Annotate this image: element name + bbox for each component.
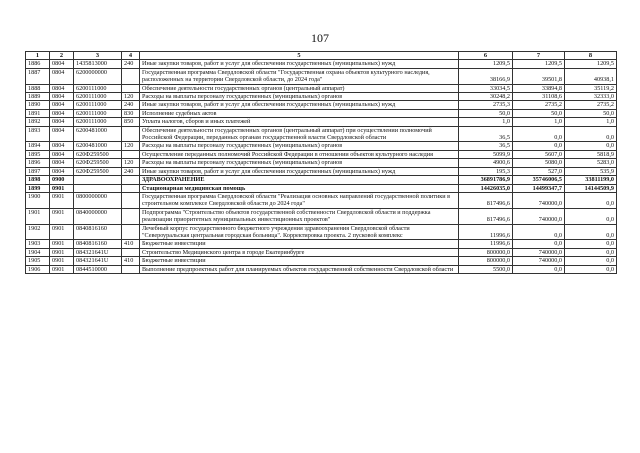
row-number-cell: 1904 [26, 248, 50, 256]
amount-col7-cell: 31108,6 [513, 93, 565, 101]
amount-col6-cell: 33034,5 [459, 84, 513, 92]
target-article-cell: 0844510000 [74, 265, 122, 273]
section-code-cell: 0804 [50, 150, 74, 158]
amount-col6-cell: 50,0 [459, 109, 513, 117]
table-row [26, 142, 617, 150]
target-article-cell: 084321641U [74, 257, 122, 265]
expense-type-cell [122, 192, 140, 208]
amount-col8-cell: 14144509,9 [565, 184, 617, 192]
item-name-cell: Обеспечение деятельности государственных органов (центральный аппарат) при осуществлении полномочий Российской Федерации, переданных органам государственной власти Свердловской области [140, 126, 459, 142]
amount-col8-cell: 33811199,0 [565, 176, 617, 184]
target-article-cell: 6200111000 [74, 118, 122, 126]
row-number-cell: 1889 [26, 93, 50, 101]
target-article-cell: 6200111000 [74, 109, 122, 117]
row-number-cell: 1893 [26, 126, 50, 142]
item-name-cell: Обеспечение деятельности государственных органов (центральный аппарат) [140, 84, 459, 92]
section-code-cell: 0804 [50, 159, 74, 167]
amount-col6-cell: 36,5 [459, 126, 513, 142]
header-cell: 5 [140, 52, 459, 60]
item-name-cell: Бюджетные инвестиции [140, 257, 459, 265]
amount-col7-cell: 740000,0 [513, 208, 565, 224]
section-code-cell: 0804 [50, 109, 74, 117]
target-article-cell: 084321641U [74, 248, 122, 256]
row-number-cell: 1902 [26, 224, 50, 240]
section-code-cell: 0901 [50, 240, 74, 248]
amount-col8-cell: 40938,1 [565, 68, 617, 84]
header-cell: 1 [26, 52, 50, 60]
target-article-cell: 620Ф259500 [74, 150, 122, 158]
amount-col6-cell: 817496,6 [459, 192, 513, 208]
table-row [26, 93, 617, 101]
section-code-cell: 0901 [50, 224, 74, 240]
item-name-cell: Государственная программа Свердловской области "Государственная охрана объектов культурного наследия, расположенных на территории Свердловской области, до 2024 года" [140, 68, 459, 84]
amount-col6-cell: 2735,3 [459, 101, 513, 109]
amount-col8-cell: 0,0 [565, 248, 617, 256]
target-article-cell: 6200111000 [74, 84, 122, 92]
row-number-cell: 1899 [26, 184, 50, 192]
section-code-cell: 0804 [50, 60, 74, 68]
target-article-cell: 620Ф259500 [74, 167, 122, 175]
table-row [26, 176, 617, 184]
amount-col7-cell: 1,0 [513, 118, 565, 126]
item-name-cell: Строительство Медицинского центра в городе Екатеринбурге [140, 248, 459, 256]
amount-col6-cell: 5500,0 [459, 265, 513, 273]
item-name-cell: Лечебный корпус государственного бюджетного учреждения здравоохранения Свердловской области "Североуральская центральная городская больница". Корректировка проекта. 2 пусковой комплекс [140, 224, 459, 240]
header-cell: 8 [565, 52, 617, 60]
amount-col8-cell: 5818,9 [565, 150, 617, 158]
header-cell: 4 [122, 52, 140, 60]
target-article-cell [74, 184, 122, 192]
amount-col6-cell: 11996,6 [459, 240, 513, 248]
expense-type-cell [122, 208, 140, 224]
section-code-cell: 0901 [50, 208, 74, 224]
target-article-cell [74, 176, 122, 184]
target-article-cell: 0840000000 [74, 208, 122, 224]
expense-type-cell [122, 224, 140, 240]
amount-col7-cell: 740000,0 [513, 248, 565, 256]
target-article-cell: 6200111000 [74, 93, 122, 101]
amount-col7-cell: 740000,0 [513, 192, 565, 208]
expense-type-cell: 410 [122, 240, 140, 248]
amount-col7-cell: 2735,2 [513, 101, 565, 109]
row-number-cell: 1895 [26, 150, 50, 158]
amount-col6-cell: 5099,9 [459, 150, 513, 158]
expense-type-cell: 240 [122, 101, 140, 109]
table-row [26, 150, 617, 158]
amount-col8-cell: 0,0 [565, 142, 617, 150]
table-row [26, 84, 617, 92]
amount-col8-cell: 0,0 [565, 257, 617, 265]
section-code-cell: 0804 [50, 142, 74, 150]
target-article-cell: 1435813000 [74, 60, 122, 68]
item-name-cell: Иные закупки товаров, работ и услуг для обеспечения государственных (муниципальных) нужд [140, 60, 459, 68]
amount-col7-cell: 527,0 [513, 167, 565, 175]
table-row [26, 240, 617, 248]
target-article-cell: 6200481000 [74, 126, 122, 142]
target-article-cell: 620Ф259500 [74, 159, 122, 167]
table-row [26, 192, 617, 208]
header-cell: 2 [50, 52, 74, 60]
expense-type-cell: 120 [122, 93, 140, 101]
table-row [26, 167, 617, 175]
target-article-cell: 6200000000 [74, 68, 122, 84]
row-number-cell: 1896 [26, 159, 50, 167]
amount-col7-cell: 1209,5 [513, 60, 565, 68]
row-number-cell: 1892 [26, 118, 50, 126]
item-name-cell: Осуществление переданных полномочий Российской Федерации в отношении объектов культурного наследия [140, 150, 459, 158]
section-code-cell: 0804 [50, 167, 74, 175]
row-number-cell: 1900 [26, 192, 50, 208]
amount-col8-cell: 535,9 [565, 167, 617, 175]
expense-type-cell [122, 68, 140, 84]
amount-col8-cell: 0,0 [565, 208, 617, 224]
amount-col7-cell: 740000,0 [513, 257, 565, 265]
expense-type-cell [122, 248, 140, 256]
header-cell: 7 [513, 52, 565, 60]
item-name-cell: Расходы на выплаты персоналу государственных (муниципальных) органов [140, 93, 459, 101]
expense-type-cell [122, 84, 140, 92]
expense-type-cell: 120 [122, 142, 140, 150]
row-number-cell: 1906 [26, 265, 50, 273]
section-code-cell: 0900 [50, 176, 74, 184]
target-article-cell: 0840816160 [74, 224, 122, 240]
amount-col8-cell: 2735,2 [565, 101, 617, 109]
section-code-cell: 0901 [50, 192, 74, 208]
row-number-cell: 1898 [26, 176, 50, 184]
item-name-cell: ЗДРАВООХРАНЕНИЕ [140, 176, 459, 184]
item-name-cell: Расходы на выплаты персоналу государственных (муниципальных) органов [140, 142, 459, 150]
amount-col8-cell: 32333,0 [565, 93, 617, 101]
amount-col6-cell: 800000,0 [459, 248, 513, 256]
table-row [26, 248, 617, 256]
expense-type-cell [122, 150, 140, 158]
amount-col8-cell: 0,0 [565, 240, 617, 248]
table-row [26, 68, 617, 84]
amount-col7-cell: 5080,0 [513, 159, 565, 167]
expense-type-cell: 120 [122, 159, 140, 167]
expense-type-cell: 830 [122, 109, 140, 117]
amount-col6-cell: 36,5 [459, 142, 513, 150]
row-number-cell: 1888 [26, 84, 50, 92]
row-number-cell: 1905 [26, 257, 50, 265]
row-number-cell: 1886 [26, 60, 50, 68]
header-cell: 3 [74, 52, 122, 60]
amount-col7-cell: 0,0 [513, 126, 565, 142]
amount-col6-cell: 817496,6 [459, 208, 513, 224]
section-code-cell: 0804 [50, 126, 74, 142]
target-article-cell: 6200111000 [74, 101, 122, 109]
table-row [26, 224, 617, 240]
target-article-cell: 0800000000 [74, 192, 122, 208]
header-row [26, 52, 617, 60]
section-code-cell: 0804 [50, 68, 74, 84]
section-code-cell: 0901 [50, 184, 74, 192]
item-name-cell: Расходы на выплаты персоналу государственных (муниципальных) органов [140, 159, 459, 167]
page-number: 107 [311, 31, 329, 45]
amount-col6-cell: 800000,0 [459, 257, 513, 265]
amount-col8-cell: 50,0 [565, 109, 617, 117]
item-name-cell: Бюджетные инвестиции [140, 240, 459, 248]
amount-col7-cell: 5607,0 [513, 150, 565, 158]
amount-col6-cell: 14426035,0 [459, 184, 513, 192]
amount-col8-cell: 1209,5 [565, 60, 617, 68]
row-number-cell: 1901 [26, 208, 50, 224]
amount-col6-cell: 38166,9 [459, 68, 513, 84]
amount-col6-cell: 195,3 [459, 167, 513, 175]
row-number-cell: 1891 [26, 109, 50, 117]
table-row [26, 184, 617, 192]
table-row [26, 257, 617, 265]
amount-col6-cell: 11996,6 [459, 224, 513, 240]
expense-type-cell [122, 265, 140, 273]
amount-col8-cell: 1,0 [565, 118, 617, 126]
table-row [26, 101, 617, 109]
target-article-cell: 0840816160 [74, 240, 122, 248]
amount-col7-cell: 33894,8 [513, 84, 565, 92]
amount-col8-cell: 0,0 [565, 126, 617, 142]
expense-type-cell [122, 176, 140, 184]
amount-col8-cell: 0,0 [565, 224, 617, 240]
table-row [26, 118, 617, 126]
amount-col8-cell: 35119,2 [565, 84, 617, 92]
table-row [26, 265, 617, 273]
section-code-cell: 0901 [50, 257, 74, 265]
amount-col8-cell: 5283,0 [565, 159, 617, 167]
amount-col6-cell: 4900,6 [459, 159, 513, 167]
amount-col7-cell: 0,0 [513, 240, 565, 248]
expense-type-cell [122, 126, 140, 142]
row-number-cell: 1897 [26, 167, 50, 175]
section-code-cell: 0804 [50, 84, 74, 92]
amount-col7-cell: 50,0 [513, 109, 565, 117]
table-row [26, 60, 617, 68]
section-code-cell: 0804 [50, 93, 74, 101]
amount-col8-cell: 0,0 [565, 192, 617, 208]
section-code-cell: 0901 [50, 248, 74, 256]
section-code-cell: 0804 [50, 118, 74, 126]
section-code-cell: 0901 [50, 265, 74, 273]
item-name-cell: Уплата налогов, сборов и иных платежей [140, 118, 459, 126]
budget-table [25, 51, 617, 274]
expense-type-cell: 850 [122, 118, 140, 126]
item-name-cell: Стационарная медицинская помощь [140, 184, 459, 192]
target-article-cell: 6200481000 [74, 142, 122, 150]
item-name-cell: Исполнение судебных актов [140, 109, 459, 117]
expense-type-cell: 410 [122, 257, 140, 265]
table-row [26, 208, 617, 224]
row-number-cell: 1903 [26, 240, 50, 248]
table-row [26, 126, 617, 142]
amount-col7-cell: 0,0 [513, 224, 565, 240]
expense-type-cell: 240 [122, 167, 140, 175]
item-name-cell: Государственная программа Свердловской области "Реализация основных направлений государственной политики в строительном комплексе Свердловской области до 2024 года" [140, 192, 459, 208]
amount-col7-cell: 35746006,5 [513, 176, 565, 184]
expense-type-cell: 240 [122, 60, 140, 68]
table-row [26, 109, 617, 117]
amount-col6-cell: 1209,5 [459, 60, 513, 68]
row-number-cell: 1890 [26, 101, 50, 109]
item-name-cell: Подпрограмма "Строительство объектов государственной собственности Свердловской области и поддержка реализации приоритетных муниципальных инвестиционных проектов" [140, 208, 459, 224]
item-name-cell: Иные закупки товаров, работ и услуг для обеспечения государственных (муниципальных) нужд [140, 101, 459, 109]
amount-col6-cell: 36891786,9 [459, 176, 513, 184]
amount-col7-cell: 39501,8 [513, 68, 565, 84]
header-cell: 6 [459, 52, 513, 60]
item-name-cell: Выполнение предпроектных работ для планируемых объектов государственной собственности Свердловской области [140, 265, 459, 273]
row-number-cell: 1887 [26, 68, 50, 84]
row-number-cell: 1894 [26, 142, 50, 150]
section-code-cell: 0804 [50, 101, 74, 109]
amount-col6-cell: 30248,2 [459, 93, 513, 101]
expense-type-cell [122, 184, 140, 192]
amount-col7-cell: 0,0 [513, 265, 565, 273]
amount-col6-cell: 1,0 [459, 118, 513, 126]
amount-col8-cell: 0,0 [565, 265, 617, 273]
amount-col7-cell: 14499347,7 [513, 184, 565, 192]
table-row [26, 159, 617, 167]
amount-col7-cell: 0,0 [513, 142, 565, 150]
item-name-cell: Иные закупки товаров, работ и услуг для обеспечения государственных (муниципальных) нужд [140, 167, 459, 175]
